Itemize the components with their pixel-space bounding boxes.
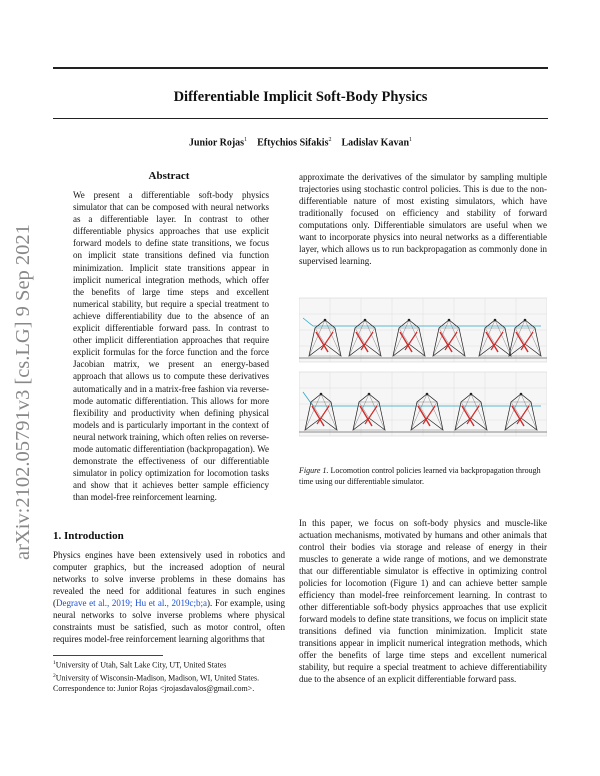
citation-link[interactable]: Degrave et al., 2019; Hu et al., 2019c;b;a (56, 598, 208, 608)
mesh-node (448, 319, 451, 322)
mesh-node (324, 319, 327, 322)
mesh-node (494, 319, 497, 322)
footnote: Correspondence to: Junior Rojas <jrojasdavalos@gmail.com>. (53, 684, 255, 694)
footnote: $^1$University of Utah, Salt Lake City, UT, United States (53, 660, 227, 670)
mesh-node (524, 319, 527, 322)
mesh-node (408, 319, 411, 322)
locomotion-figure (299, 296, 547, 442)
mesh-node (470, 393, 473, 396)
author-name: Eftychios Sifakis (257, 137, 329, 149)
top-rule (53, 67, 548, 69)
arxiv-stamp: arXiv:2102.05791v3 [cs.LG] 9 Sep 2021 (12, 224, 34, 560)
intro-paragraph: Physics engines have been extensively used in robotics and computer graphics, but the increased adoption of neural networks to solve inverse problems in these domains has revealed the need for additional features in such engines (Degrave et al., 2019; Hu et al., 2019c;b;a). For example, using neural networks to solve inverse problems where physical constraints must be satisfied, such as motor control, often requires model-free reinforcement learning algorithms that (53, 550, 285, 644)
intro-paragraph-2: In this paper, we focus on soft-body physics and muscle-like actuation mechanisms, motivated by humans and other animals that control their bodies via storage and release of energy in their muscles to generate a wide range of motions, and we demonstrate that our differentiable simulator is effective in optimizing control policies for locomotion (Figure 1) and can achieve better sample efficiency than model-free reinforcement learning. In contrast to other differentiable soft-body physics approaches that use explicit forward models to define state transitions, we focus on implicit state transitions defined via function minimization. Implicit state transitions appear in implicit numerical integration methods, which offer the benefits of large time steps and excellent numerical stability, but require a special treatment to achieve differentiability due to the absence of an explicit differentiable forward pass. (299, 518, 547, 684)
mesh-node (368, 393, 371, 396)
author-list (53, 137, 548, 148)
abstract-text: We present a differentiable soft-body physics simulator that can be composed with neural networks as a differentiable layer. In contrast to other differentiable physics approaches that use explicit forward models to define state transitions, we focus on implicit state transitions defined via function minimization. Implicit state transitions appear in implicit numerical integration methods, which offer the benefits of large time steps and excellent numerical stability, but require a special treatment to achieve differentiability due to the absence of an explicit differentiable forward pass. In contrast to other implicit differentiation approaches that require explicit formulas for the force function and the force Jacobian matrix, we present an energy-based approach that allows us to compute these derivatives automatically and in a matrix-free fashion via reverse-mode automatic differentiation. This allows for more flexibility and productivity when defining physical models and is particularly important in the context of neural network training, which often relies on reverse-mode automatic differentiation (backpropagation). We demonstrate the effectiveness of our differentiable simulator in policy optimization for locomotion tasks and show that it achieves better sample efficiency than model-free reinforcement learning. (73, 190, 269, 503)
intro-paragraph-continued: approximate the derivatives of the simulator by sampling multiple trajectories using stochastic control policies. This is due to the non-differentiable nature of most existing simulators, which have traditionally focused on efficiency and stability of forward computations only. Differentiable simulators are useful when we want to incorporate physics into neural networks as a differentiable layer, which allows us to run backpropagation as commonly done in supervised learning. (299, 172, 547, 266)
mesh-node (520, 393, 523, 396)
footnote-rule (53, 655, 163, 656)
affiliation-mark: 1 (244, 137, 248, 143)
author-name: Junior Rojas (188, 137, 245, 149)
paper-title: Differentiable Implicit Soft-Body Physics (173, 89, 428, 105)
affiliation-mark: 2 (328, 137, 332, 143)
mesh-node (320, 393, 323, 396)
figure-caption: Figure 1. Locomotion control policies learned via backpropagation through time using our differentiable simulator. (299, 466, 541, 486)
footnote: $^2$University of Wisconsin-Madison, Madison, WI, United States. (53, 673, 260, 683)
abstract-heading: Abstract (148, 170, 190, 182)
mesh-node (364, 319, 367, 322)
title-rule (53, 118, 548, 119)
affiliation-mark: 1 (409, 137, 413, 143)
footnotes (53, 658, 285, 695)
mesh-node (426, 393, 429, 396)
author-name: Ladislav Kavan (341, 137, 410, 149)
section-heading: 1. Introduction (53, 530, 124, 542)
